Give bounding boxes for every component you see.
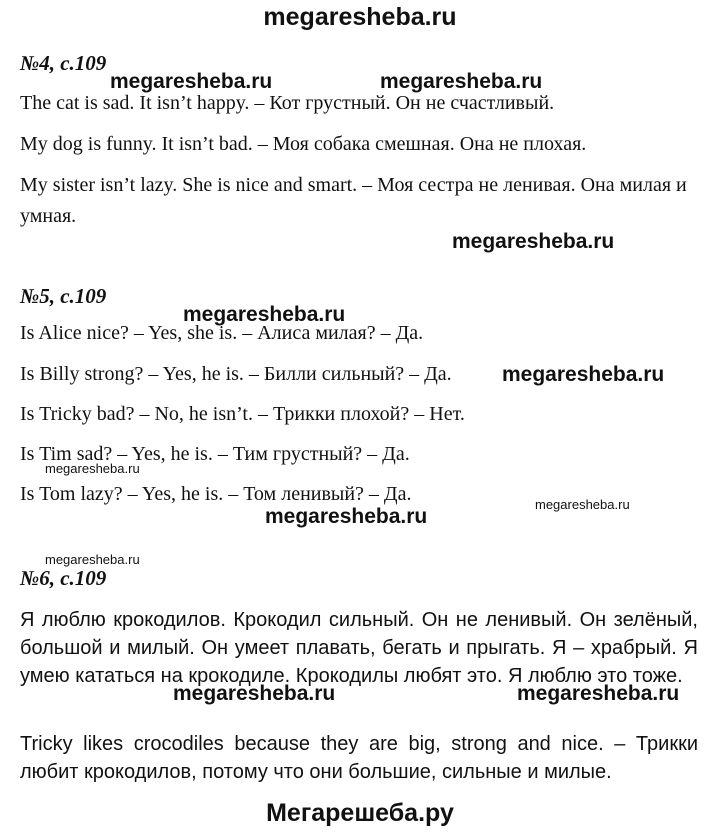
section-5-line-5: Is Tom lazy? – Yes, he is. – Том ленивый? – Да. [20, 483, 412, 505]
watermark: megaresheba.ru [380, 70, 543, 93]
watermark: megaresheba.ru [183, 303, 346, 326]
section-6-paragraph-2: Tricky likes crocodiles because they are big, strong and nice. – Трикки любит крокодилов, потому что они большие, сильные и милые. [20, 733, 698, 783]
watermark: megaresheba.ru [517, 682, 680, 705]
watermark: megaresheba.ru [110, 70, 273, 93]
watermark: megaresheba.ru [173, 682, 336, 705]
site-footer: Мегарешеба.ру [266, 799, 454, 827]
watermark: megaresheba.ru [502, 363, 665, 386]
watermark: megaresheba.ru [452, 230, 615, 253]
section-5-line-4: Is Tim sad? – Yes, he is. – Тим грустный? – Да. [20, 443, 410, 465]
section-4-line-2: My dog is funny. It isn’t bad. – Моя собака смешная. Она не плохая. [20, 133, 587, 155]
site-header: megaresheba.ru [263, 3, 457, 31]
section-4-line-1: The cat is sad. It isn’t happy. – Кот грустный. Он не счастливый. [20, 92, 555, 114]
section-5-heading: №5, с.109 [20, 284, 107, 308]
section-6-paragraph-1: Я люблю крокодилов. Крокодил сильный. Он не ленивый. Он зелёный, большой и милый. Он умеет плавать, бегать и прыгать. Я – храбрый. Я умею кататься на крокодиле. Крокодилы любят это. Я люблю это тоже. [20, 609, 698, 687]
watermark: megaresheba.ru [265, 505, 428, 528]
watermark: megaresheba.ru [45, 552, 140, 567]
section-5-line-3: Is Tricky bad? – No, he isn’t. – Трикки плохой? – Нет. [20, 403, 465, 425]
section-4-heading: №4, с.109 [20, 51, 107, 75]
watermark: megaresheba.ru [45, 461, 140, 476]
watermark: megaresheba.ru [535, 497, 630, 512]
section-5-line-1: Is Alice nice? – Yes, she is. – Алиса милая? – Да. [20, 322, 424, 344]
section-6-heading: №6, с.109 [20, 566, 107, 590]
section-4-line-3: My sister isn’t lazy. She is nice and smart. – Моя сестра не ленивая. Она милая и умная. [20, 174, 687, 227]
section-5-line-2: Is Billy strong? – Yes, he is. – Билли сильный? – Да. [20, 363, 452, 385]
